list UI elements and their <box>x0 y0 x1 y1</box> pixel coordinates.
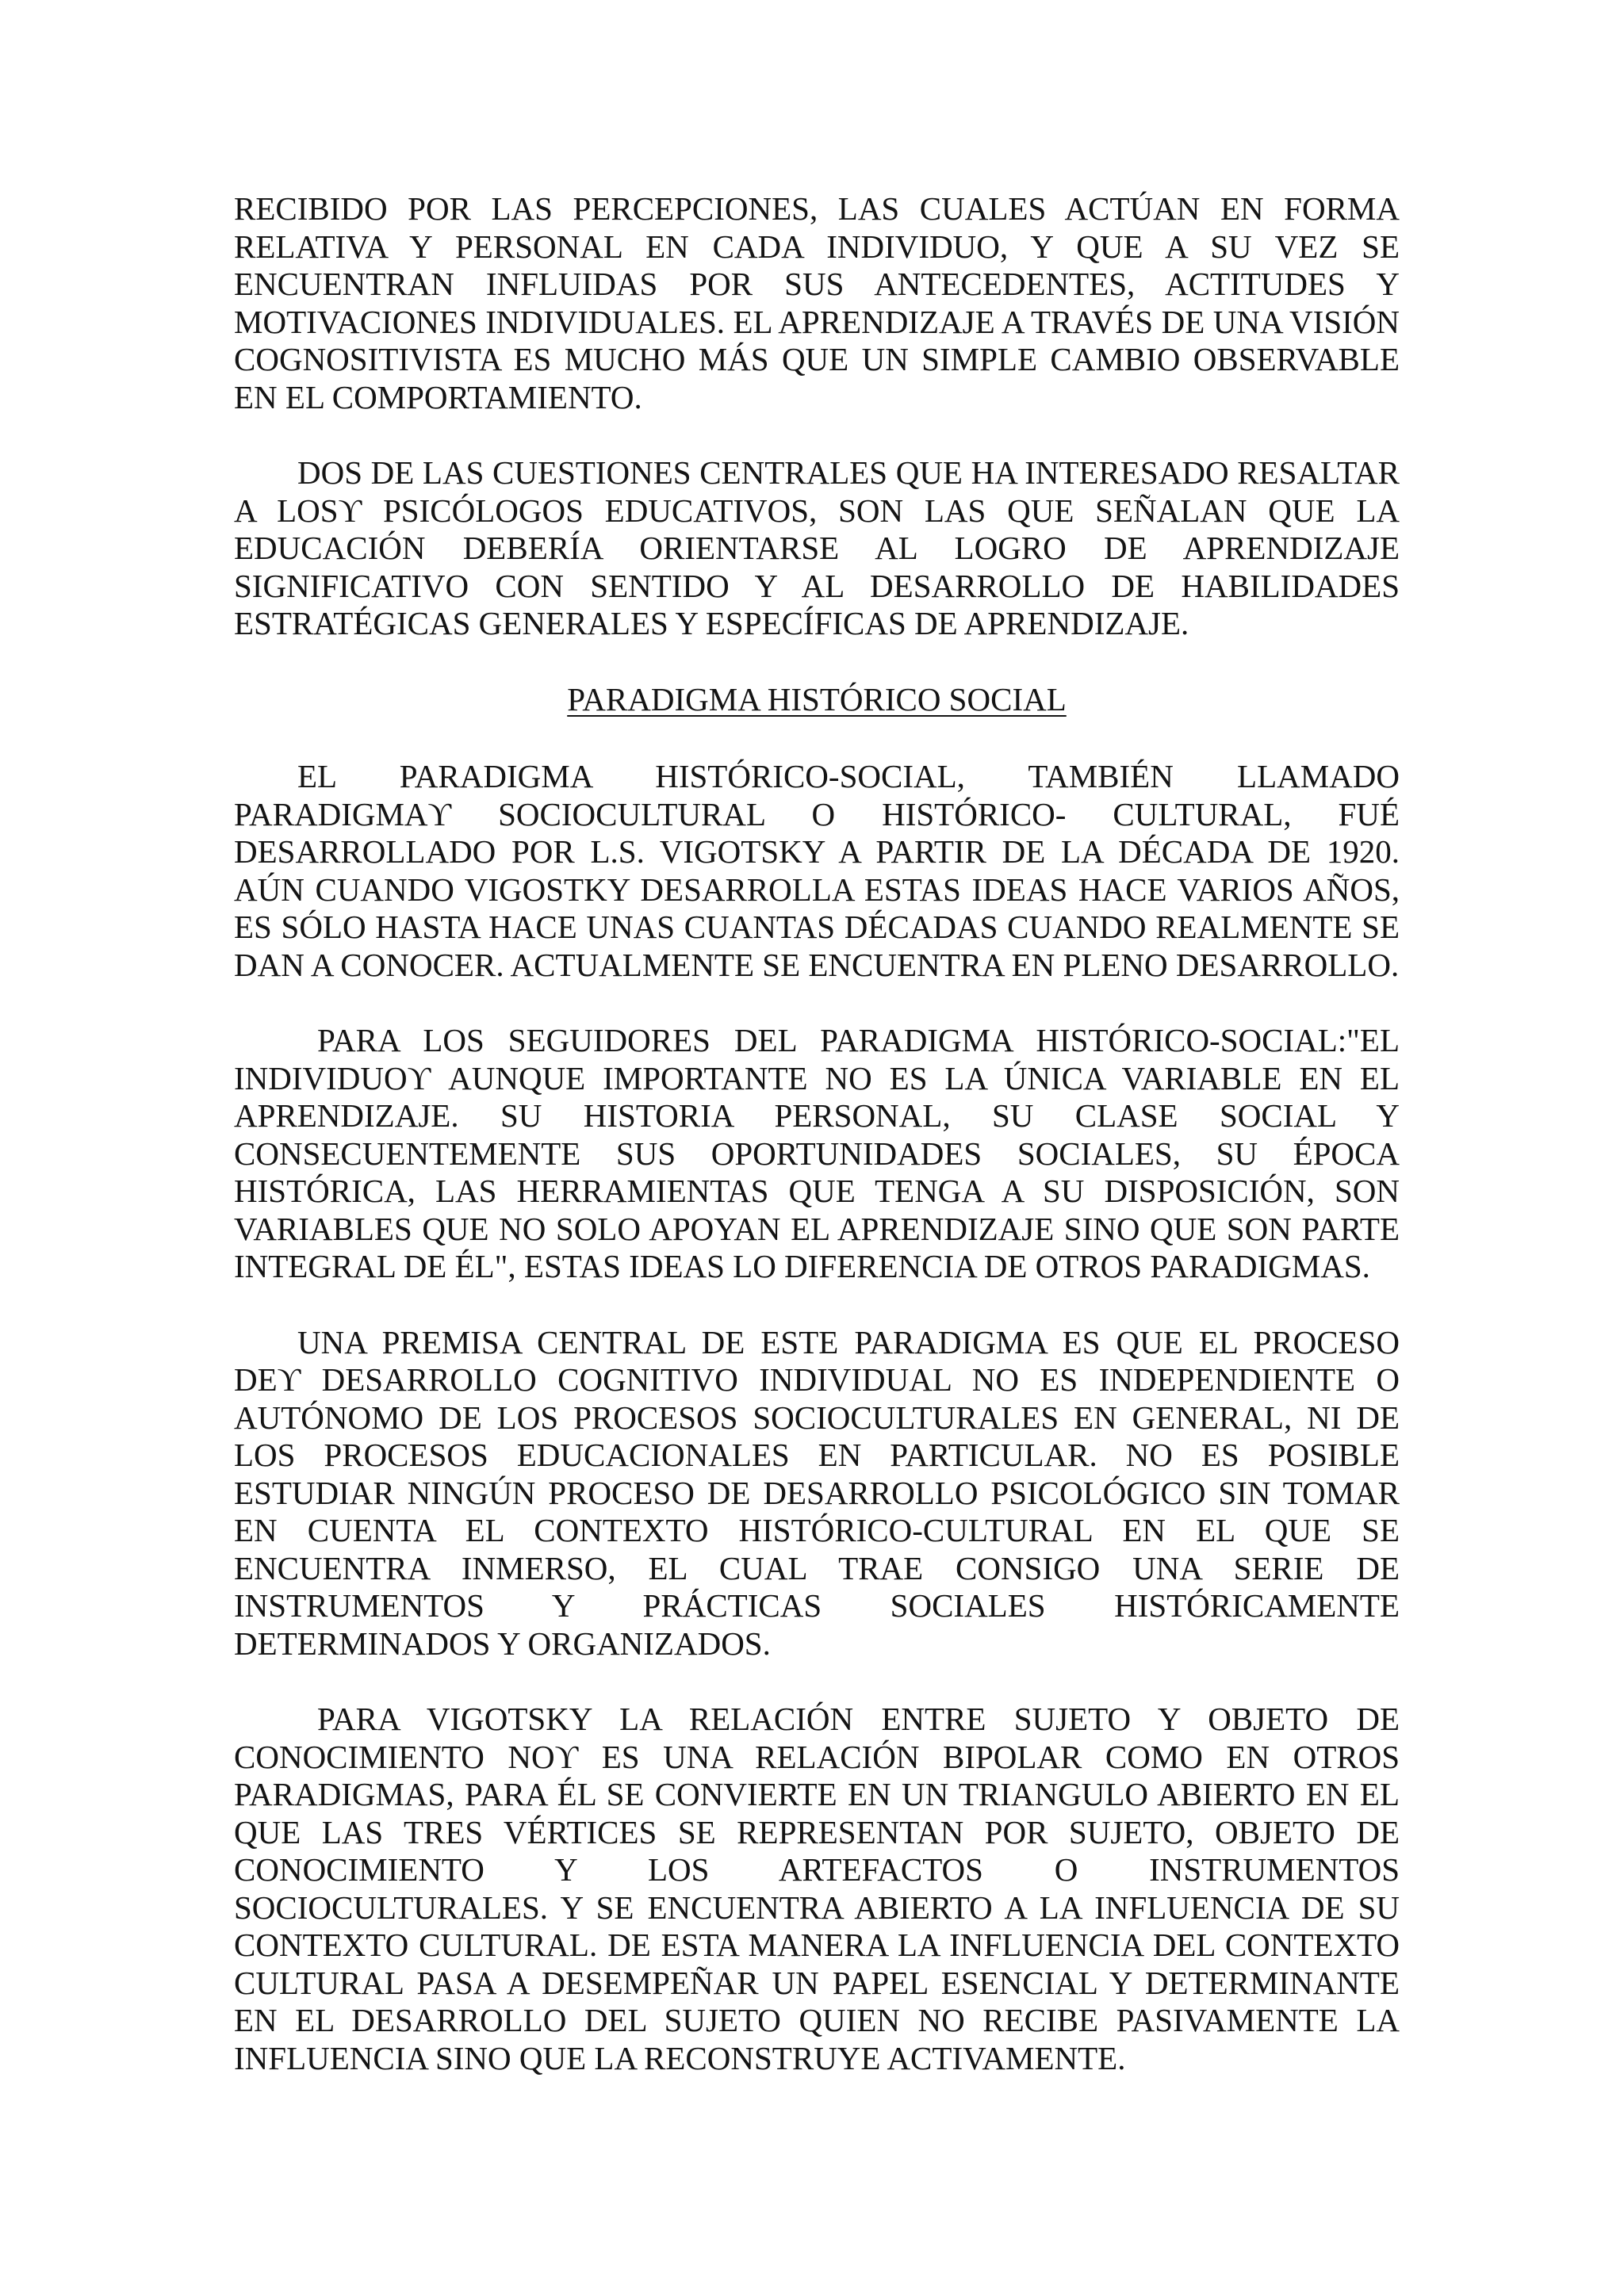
document-body <box>234 190 1400 2115</box>
paragraph-cuestiones-centrales: DOS DE LAS CUESTIONES CENTRALES QUE HA INTERESADO RESALTAR A LOSϒ PSICÓLOGOS EDUCATIVOS, SON LAS QUE SEÑALAN QUE LA EDUCACIÓN DEBERÍA ORIENTARSE AL LOGRO DE APRENDIZAJE SIGNIFICATIVO CON SENTIDO Y AL DESARROLLO DE HABILIDADES ESTRATÉGICAS GENERALES Y ESPECÍFICAS DE APRENDIZAJE. <box>234 454 1400 641</box>
paragraph-relacion-sujeto-objeto: PARA VIGOTSKY LA RELACIÓN ENTRE SUJETO Y OBJETO DE CONOCIMIENTO NOϒ ES UNA RELACIÓN BIPOLAR COMO EN OTROS PARADIGMAS, PARA ÉL SE CONVIERTE EN UN TRIANGULO ABIERTO EN EL QUE LAS TRES VÉRTICES SE REPRESENTAN POR SUJETO, OBJETO DE CONOCIMIENTO Y LOS ARTEFACTOS O INSTRUMENTOS SOCIOCULTURALES. Y SE ENCUENTRA ABIERTO A LA INFLUENCIA DE SU CONTEXTO CULTURAL. DE ESTA MANERA LA INFLUENCIA DEL CONTEXTO CULTURAL PASA A DESEMPEÑAR UN PAPEL ESENCIAL Y DETERMINANTE EN EL DESARROLLO DEL SUJETO QUIEN NO RECIBE PASIVAMENTE LA INFLUENCIA SINO QUE LA RECONSTRUYE ACTIVAMENTE. <box>234 1701 1400 2076</box>
paragraph-seguidores: PARA LOS SEGUIDORES DEL PARADIGMA HISTÓRICO-SOCIAL:"EL INDIVIDUOϒ AUNQUE IMPORTANTE NO ES LA ÚNICA VARIABLE EN EL APRENDIZAJE. SU HISTORIA PERSONAL, SU CLASE SOCIAL Y CONSECUENTEMENTE SUS OPORTUNIDADES SOCIALES, SU ÉPOCA HISTÓRICA, LAS HERRAMIENTAS QUE TENGA A SU DISPOSICIÓN, SON VARIABLES QUE NO SOLO APOYAN EL APRENDIZAJE SINO QUE SON PARTE INTEGRAL DE ÉL", ESTAS IDEAS LO DIFERENCIA DE OTROS PARADIGMAS. <box>234 1022 1400 1284</box>
paragraph-paradigma-historico-social: EL PARADIGMA HISTÓRICO-SOCIAL, TAMBIÉN LLAMADO PARADIGMAϒ SOCIOCULTURAL O HISTÓRICO- CULTURAL, FUÉ DESARROLLADO POR L.S. VIGOTSKY A PARTIR DE LA DÉCADA DE 1920. AÚN CUANDO VIGOSTKY DESARROLLA ESTAS IDEAS HACE VARIOS AÑOS, ES SÓLO HASTA HACE UNAS CUANTAS DÉCADAS CUANDO REALMENTE SE DAN A CONOCER. ACTUALMENTE SE ENCUENTRA EN PLENO DESARROLLO. <box>234 758 1400 983</box>
paragraph-premisa-central: UNA PREMISA CENTRAL DE ESTE PARADIGMA ES QUE EL PROCESO DEϒ DESARROLLO COGNITIVO INDIVIDUAL NO ES INDEPENDIENTE O AUTÓNOMO DE LOS PROCESOS SOCIOCULTURALES EN GENERAL, NI DE LOS PROCESOS EDUCACIONALES EN PARTICULAR. NO ES POSIBLE ESTUDIAR NINGÚN PROCESO DE DESARROLLO PSICOLÓGICO SIN TOMAR EN CUENTA EL CONTEXTO HISTÓRICO-CULTURAL EN EL QUE SE ENCUENTRA INMERSO, EL CUAL TRAE CONSIGO UNA SERIE DE INSTRUMENTOS Y PRÁCTICAS SOCIALES HISTÓRICAMENTE DETERMINADOS Y ORGANIZADOS. <box>234 1323 1400 1662</box>
paragraph-percepciones: RECIBIDO POR LAS PERCEPCIONES, LAS CUALES ACTÚAN EN FORMA RELATIVA Y PERSONAL EN CADA INDIVIDUO, Y QUE A SU VEZ SE ENCUENTRAN INFLUIDAS POR SUS ANTECEDENTES, ACTITUDES Y MOTIVACIONES INDIVIDUALES. EL APRENDIZAJE A TRAVÉS DE UNA VISIÓN COGNOSITIVISTA ES MUCHO MÁS QUE UN SIMPLE CAMBIO OBSERVABLE EN EL COMPORTAMIENTO. <box>234 190 1400 415</box>
section-heading: PARADIGMA HISTÓRICO SOCIAL <box>567 680 1067 718</box>
